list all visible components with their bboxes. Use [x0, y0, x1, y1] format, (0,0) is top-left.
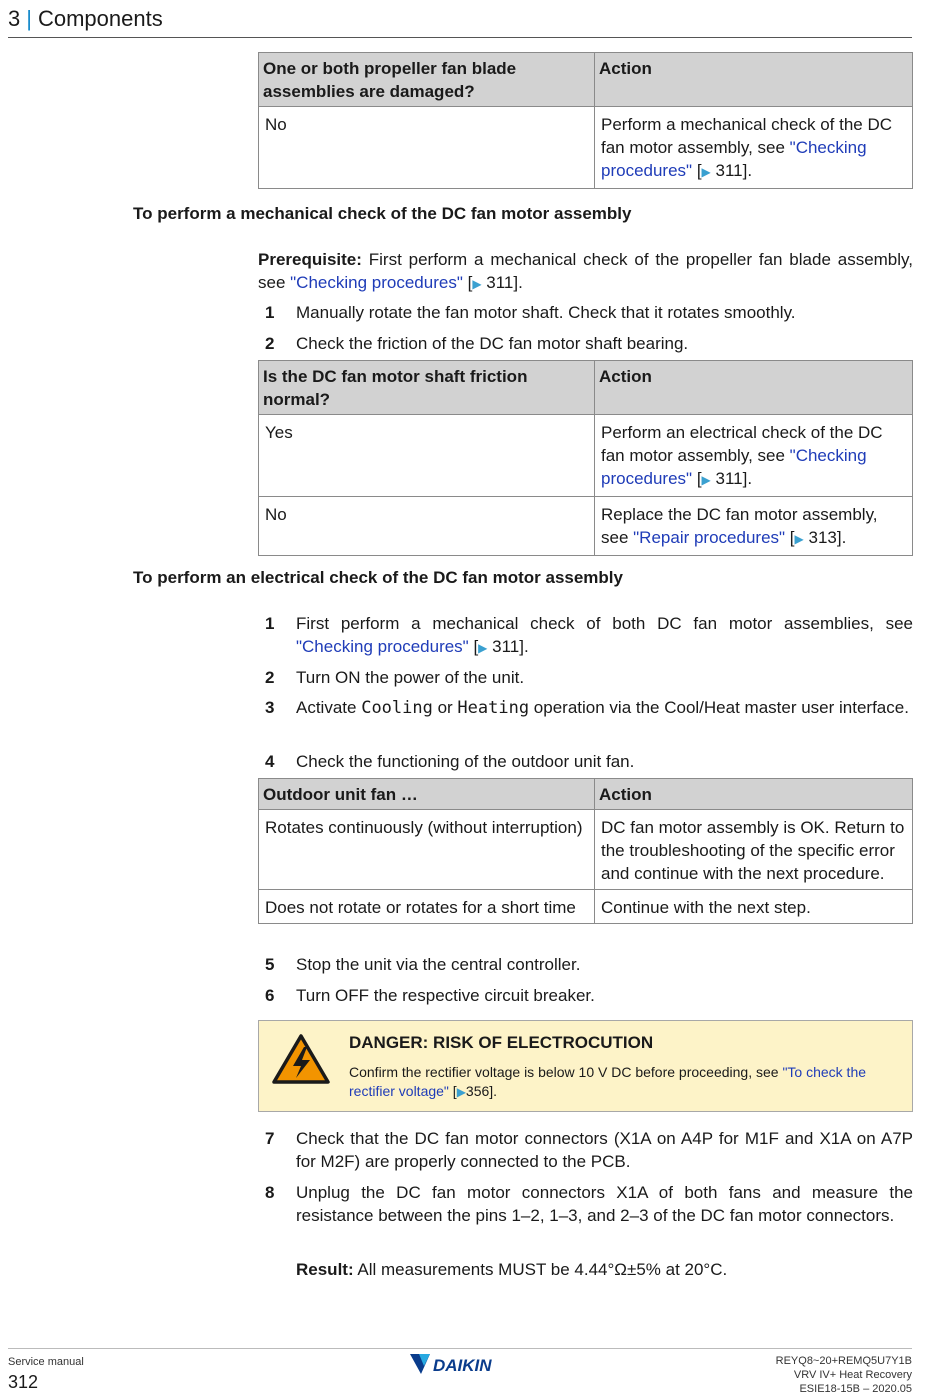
table-row	[259, 415, 913, 497]
action-cell: DC fan motor assembly is OK. Return to the troubleshooting of the specific error and continue with the next procedure.	[595, 810, 913, 890]
page-ref-arrow-icon: ▶	[472, 277, 482, 291]
danger-notice	[258, 1020, 913, 1112]
step-item	[258, 301, 913, 324]
step-number: 2	[265, 668, 275, 687]
step-number: 5	[265, 955, 275, 974]
step-text: Check the functioning of the outdoor unit fan.	[296, 752, 635, 771]
step-text: Manually rotate the fan motor shaft. Check that it rotates smoothly.	[296, 303, 796, 322]
action-cell: Replace the DC fan motor assembly, see "Repair procedures" [▶ 313].	[595, 497, 913, 556]
checking-procedures-link[interactable]: "Checking procedures"	[601, 446, 867, 488]
page-number: 312	[8, 1372, 39, 1392]
step-item	[258, 332, 913, 355]
condition-cell: Does not rotate or rotates for a short time	[259, 890, 595, 924]
step-item	[258, 1127, 913, 1173]
footer-doc-id: ESIE18-15B – 2020.05	[799, 1383, 912, 1395]
step-item	[258, 666, 913, 689]
checking-procedures-link[interactable]: "Checking procedures"	[601, 138, 867, 180]
shaft-friction-table	[258, 360, 913, 556]
danger-text: Confirm the rectifier voltage is below 10 V DC before proceeding, see "To check the rectifier voltage" [▶356].	[349, 1064, 867, 1099]
action-cell: Continue with the next step.	[595, 890, 913, 924]
table-header-action: Action	[595, 361, 913, 415]
step-number: 8	[265, 1183, 275, 1202]
table-header-condition: One or both propeller fan blade assemblies are damaged?	[259, 53, 595, 107]
prerequisite-paragraph: Prerequisite: First perform a mechanical check of the propeller fan blade assembly, see "Checking procedures" [▶ 311].	[258, 250, 913, 292]
table-row	[259, 107, 913, 189]
repair-procedures-link[interactable]: "Repair procedures"	[633, 528, 786, 547]
table-header-action: Action	[595, 53, 913, 107]
step-item	[258, 1181, 913, 1227]
page-ref: 311	[715, 161, 743, 180]
fan-blade-damage-table	[258, 52, 913, 189]
footer-rule	[8, 1348, 912, 1349]
step-number: 3	[265, 698, 275, 717]
cooling-mode-code: Cooling	[361, 698, 433, 718]
chapter-number: 3	[8, 6, 21, 31]
action-cell: Perform an electrical check of the DC fan motor assembly, see "Checking procedures" [▶ 311].	[595, 415, 913, 497]
step-item	[258, 953, 913, 976]
header-separator: |	[26, 6, 32, 31]
action-cell: Perform a mechanical check of the DC fan motor assembly, see "Checking procedures" [▶ 311].	[595, 107, 913, 189]
step-text: First perform a mechanical check of both DC fan motor assemblies, see "Checking procedures" [▶ 311].	[296, 614, 913, 656]
condition-cell: Rotates continuously (without interruption)	[259, 810, 595, 890]
footer-model: REYQ8~20+REMQ5U7Y1B	[775, 1355, 912, 1367]
header-rule	[8, 37, 912, 38]
prerequisite-label: Prerequisite:	[258, 250, 362, 269]
step-text: Check the friction of the DC fan motor shaft bearing.	[296, 334, 689, 353]
section-heading-electrical-check: To perform an electrical check of the DC fan motor assembly	[133, 568, 623, 587]
step-number: 4	[265, 752, 275, 771]
table-row	[259, 497, 913, 556]
heating-mode-code: Heating	[457, 698, 530, 718]
step-text: Turn ON the power of the unit.	[296, 668, 525, 687]
section-heading-mechanical-check: To perform a mechanical check of the DC fan motor assembly	[133, 204, 632, 223]
footer-doc-type: Service manual	[8, 1356, 84, 1368]
step-item	[258, 612, 913, 660]
checking-procedures-link[interactable]: "Checking procedures"	[296, 637, 469, 656]
condition-cell: No	[259, 497, 595, 556]
step-text: Stop the unit via the central controller.	[296, 955, 581, 974]
table-header-action: Action	[595, 779, 913, 810]
step-number: 1	[265, 614, 275, 633]
page-ref-arrow-icon: ▶	[701, 473, 711, 487]
step-text: Unplug the DC fan motor connectors X1A of both fans and measure the resistance between the pins 1–2, 1–3, and 2–3 of the DC fan motor connectors.	[296, 1183, 913, 1225]
page-ref-arrow-icon: ▶	[794, 532, 804, 546]
step-item	[258, 984, 913, 1007]
step-number: 2	[265, 334, 275, 353]
table-header-condition: Outdoor unit fan …	[259, 779, 595, 810]
page-ref-arrow-icon: ▶	[478, 641, 488, 655]
step-text: Turn OFF the respective circuit breaker.	[296, 986, 595, 1005]
step-item	[258, 750, 913, 773]
daikin-logo	[408, 1352, 514, 1376]
result-text: All measurements MUST be 4.44°Ω±5% at 20°C.	[353, 1260, 728, 1279]
rectifier-voltage-link[interactable]: "To check the rectifier voltage"	[349, 1064, 867, 1099]
table-header-condition: Is the DC fan motor shaft friction normal?	[259, 361, 595, 415]
outdoor-fan-table	[258, 778, 913, 924]
page-header	[8, 6, 163, 32]
step-item	[258, 696, 913, 720]
footer-series: VRV IV+ Heat Recovery	[793, 1369, 912, 1381]
brand-name: DAIKIN	[433, 1356, 492, 1375]
page-ref-arrow-icon: ▶	[701, 165, 711, 179]
electrical-hazard-icon	[271, 1033, 331, 1085]
table-row	[259, 890, 913, 924]
condition-cell: Yes	[259, 415, 595, 497]
condition-cell: No	[259, 107, 595, 189]
result-label: Result:	[296, 1260, 354, 1279]
checking-procedures-link[interactable]: "Checking procedures"	[290, 273, 463, 292]
step-number: 7	[265, 1129, 275, 1148]
page-ref-arrow-icon: ▶	[456, 1085, 466, 1099]
table-row	[259, 810, 913, 890]
step-number: 1	[265, 303, 275, 322]
step-text: Activate Cooling or Heating operation via the Cool/Heat master user interface.	[296, 698, 909, 718]
danger-title: DANGER: RISK OF ELECTROCUTION	[349, 1033, 654, 1052]
footer-right	[776, 1354, 912, 1396]
chapter-title: Components	[37, 6, 163, 31]
result-line	[258, 1258, 913, 1281]
step-number: 6	[265, 986, 275, 1005]
step-text: Check that the DC fan motor connectors (X1A on A4P for M1F and X1A on A7P for M2F) are properly connected to the PCB.	[296, 1129, 913, 1171]
